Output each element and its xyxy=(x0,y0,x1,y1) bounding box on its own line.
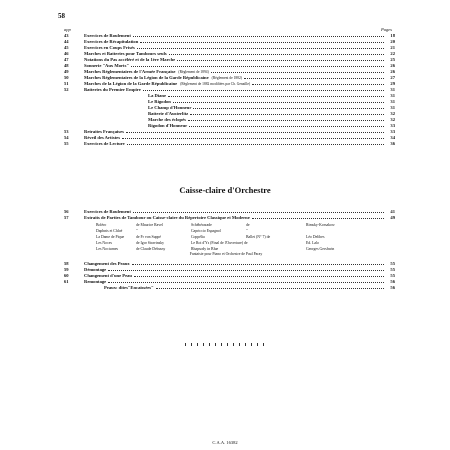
dot-leader xyxy=(131,66,384,67)
column-header-left: app xyxy=(64,27,71,32)
entry-page: 34 xyxy=(390,135,395,140)
entry-title: Le Rigodon xyxy=(148,99,171,104)
dot-leader xyxy=(134,276,384,277)
entry-number: 46 xyxy=(64,51,69,56)
entry-number: 45 xyxy=(64,45,69,50)
entry-number: 57 xyxy=(64,215,69,220)
work-cell: Les Noces xyxy=(96,241,112,245)
entry-number: 59 xyxy=(64,267,69,272)
entry-page: 26 xyxy=(390,69,395,74)
entry-note: (Règlement de 1882) xyxy=(211,76,242,80)
dot-leader xyxy=(143,90,384,91)
entry-page: 21 xyxy=(390,45,395,50)
dot-leader xyxy=(177,60,384,61)
dot-leader xyxy=(252,84,384,85)
entry-page: 20 xyxy=(390,39,395,44)
work-cell: Le Roi d'Ys (Final de l'Ouverture) de xyxy=(191,241,248,245)
toc-entry xyxy=(64,141,395,147)
dot-leader xyxy=(173,102,384,103)
work-cell: de xyxy=(246,223,250,227)
entry-title: Exercices de Roulement xyxy=(84,33,131,38)
entry-title: Réveil des Artistes xyxy=(84,135,120,140)
entry-page: 49 xyxy=(390,215,395,220)
entry-number: 58 xyxy=(64,261,69,266)
entry-page: 32 xyxy=(390,117,395,122)
entry-title: Changement des Peaux xyxy=(84,261,130,266)
work-cell: Ballet (N° 7) de xyxy=(246,235,271,239)
entry-number: 52 xyxy=(64,87,69,92)
dot-leader xyxy=(132,264,384,265)
ornament-divider xyxy=(185,343,265,346)
entry-number: 43 xyxy=(64,33,69,38)
entry-title: Rigodon d'Honneur xyxy=(148,123,188,128)
entry-title: Retraites Françaises xyxy=(84,129,124,134)
work-cell: La Dame de Pique xyxy=(96,235,125,239)
entry-title: Exercices en Coups Frisés xyxy=(84,45,135,50)
dot-leader xyxy=(156,288,384,289)
dot-leader xyxy=(126,132,384,133)
work-cell: Boléro xyxy=(96,223,107,227)
entry-title: Notations du Pas accéléré et de la 1ère Marche xyxy=(84,57,176,62)
entry-number: 56 xyxy=(64,209,69,214)
dot-leader xyxy=(189,126,384,127)
entry-note: (Règlement de 1894) xyxy=(178,70,209,74)
entry-number: 54 xyxy=(64,135,69,140)
entry-number: 44 xyxy=(64,39,69,44)
column-header-right: Pages xyxy=(381,27,392,32)
dot-leader xyxy=(188,120,384,121)
work-cell: " xyxy=(136,229,138,233)
work-cell: de Igor Stravinsky xyxy=(136,241,165,245)
work-cell: Georges Gershwin xyxy=(306,247,335,251)
entry-number: 61 xyxy=(64,279,69,284)
entry-number: 49 xyxy=(64,69,69,74)
section-title: Caisse-claire d'Orchestre xyxy=(179,185,271,195)
work-cell: Capriccio Espagnol xyxy=(191,229,221,233)
entry-page: 31 xyxy=(390,93,395,98)
dot-leader xyxy=(108,282,384,283)
entry-title: Peaux: dites"Encaissées" xyxy=(104,285,154,290)
work-cell: Rhapsody in Blue xyxy=(191,247,219,251)
works-table xyxy=(96,222,396,252)
dot-leader xyxy=(122,138,384,139)
entry-number: 50 xyxy=(64,75,69,80)
work-cell: " xyxy=(246,229,248,233)
entry-title: Démontage xyxy=(84,267,107,272)
toc-list-orchestra xyxy=(64,209,395,221)
entry-title: Le Champ d'Honneur xyxy=(148,105,192,110)
entry-page: 29 xyxy=(390,81,395,86)
dot-leader xyxy=(140,42,384,43)
entry-page: 36 xyxy=(390,141,395,146)
entry-title: Exercices de Roulement xyxy=(84,209,131,214)
entry-number: 53 xyxy=(64,129,69,134)
toc-entry xyxy=(64,285,395,291)
entry-title: Marches Réglementaires de l'Armée Française xyxy=(84,69,176,74)
entry-page: 33 xyxy=(390,129,395,134)
entry-title: Exercices de Lecture xyxy=(84,141,125,146)
work-cell: Ed. Lalo xyxy=(306,241,320,245)
work-cell: Les Nocturnes xyxy=(96,247,119,251)
entry-page: 55 xyxy=(390,267,395,272)
entry-number: 55 xyxy=(64,141,69,146)
entry-title: Batteries du Premier Empire xyxy=(84,87,141,92)
entry-title: Batterie d'Austerlitz xyxy=(148,111,189,116)
entry-page: 41 xyxy=(390,209,395,214)
work-cell: Coppélia xyxy=(191,235,205,239)
entry-title: La Diane xyxy=(148,93,166,98)
dot-leader xyxy=(133,36,384,37)
work-cell: Daphnis et Chloé xyxy=(96,229,123,233)
entry-number: 51 xyxy=(64,81,69,86)
entry-page: 22 xyxy=(390,51,395,56)
entry-page: 33 xyxy=(390,123,395,128)
work-cell: Rimsky-Korsakow xyxy=(306,223,335,227)
dot-leader xyxy=(133,212,384,213)
entry-page: 25 xyxy=(390,57,395,62)
entry-title: Marches et Batteries pour Tambours seuls xyxy=(84,51,167,56)
works-footer: Fantaisie pour Piano et Orchestre de Paul Paray xyxy=(189,252,263,256)
entry-page: 55 xyxy=(390,261,395,266)
catalog-number: C.A.A. 16382 xyxy=(212,440,238,445)
entry-title: Marches Réglementaires de la Légion de la Garde Républicaine xyxy=(84,75,209,80)
toc-list-maintenance xyxy=(64,261,395,291)
entry-page: 56 xyxy=(390,285,395,290)
entry-title: Remontage xyxy=(84,279,107,284)
dot-leader xyxy=(252,218,384,219)
dot-leader xyxy=(244,78,384,79)
entry-title: Extraits de Parties de Tambour ou Caisse-claire du Répertoire Classique et Moderne xyxy=(84,215,250,220)
dot-leader xyxy=(193,108,384,109)
entry-note: (Règlement de 1882 modifiées par Ch. Genaille) xyxy=(180,82,251,86)
toc-list-drums xyxy=(64,33,395,147)
entry-page: 26 xyxy=(390,63,395,68)
entry-page: 18 xyxy=(390,33,395,38)
entry-page: 55 xyxy=(390,273,395,278)
entry-page: 31 xyxy=(390,99,395,104)
entry-title: Exercices de Récapitulation xyxy=(84,39,139,44)
work-cell: Léo Delibes xyxy=(306,235,325,239)
entry-title: Sonnerie "Aux Morts" xyxy=(84,63,129,68)
page-number: 58 xyxy=(58,12,65,20)
entry-title: Changement d'une Peau xyxy=(84,273,132,278)
work-cell: de Claude Debussy xyxy=(136,247,166,251)
dot-leader xyxy=(211,72,384,73)
entry-page: 32 xyxy=(390,111,395,116)
entry-title: Marches de la Légion de la Garde Républicaine xyxy=(84,81,178,86)
dot-leader xyxy=(169,54,384,55)
entry-page: 56 xyxy=(390,279,395,284)
dot-leader xyxy=(127,144,384,145)
dot-leader xyxy=(108,270,384,271)
dot-leader xyxy=(168,96,384,97)
work-cell: de Maurice Ravel xyxy=(136,223,163,227)
dot-leader xyxy=(190,114,384,115)
entry-page: 27 xyxy=(390,75,395,80)
work-cell: de Fr von Suppé xyxy=(136,235,161,239)
entry-page: 31 xyxy=(390,105,395,110)
entry-page: 31 xyxy=(390,87,395,92)
toc-entry xyxy=(64,215,395,221)
entry-number: 47 xyxy=(64,57,69,62)
entry-number: 60 xyxy=(64,273,69,278)
dot-leader xyxy=(137,48,384,49)
entry-title: Marche des éclopés xyxy=(148,117,186,122)
entry-number: 48 xyxy=(64,63,69,68)
work-cell: Schéhérazade xyxy=(191,223,212,227)
